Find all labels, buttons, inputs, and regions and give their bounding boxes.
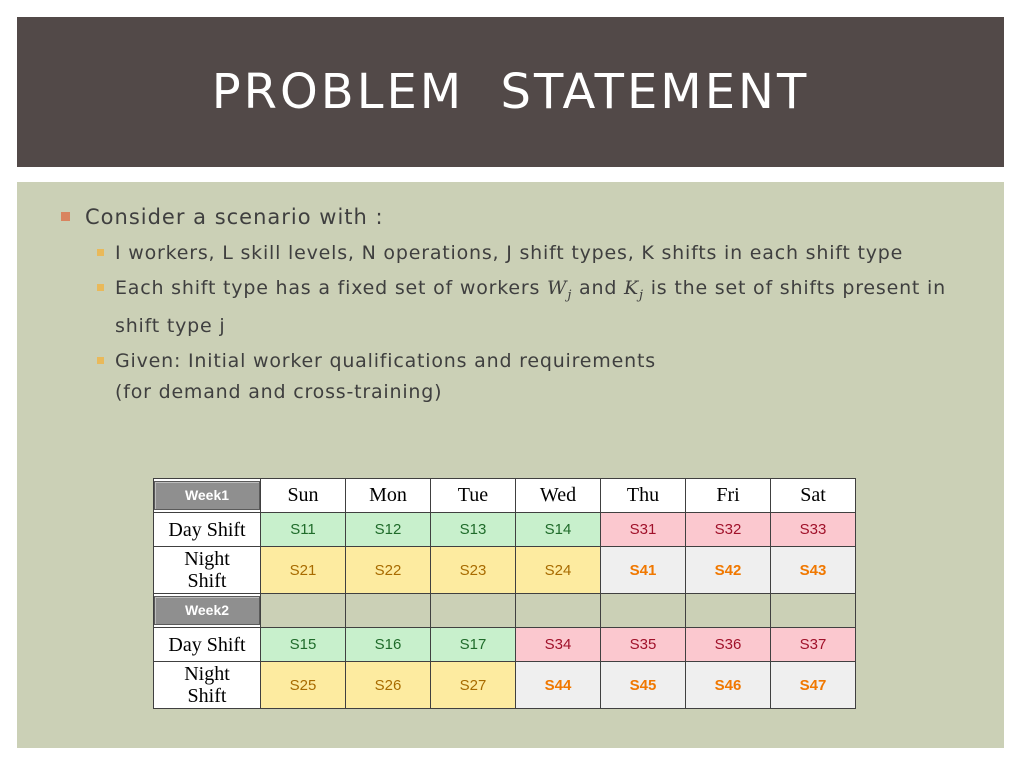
week1-label: Week1 xyxy=(154,481,260,510)
sub-bullet-3-line1: Given: Initial worker qualifications and requirements xyxy=(115,349,656,372)
sub-bullet-2 xyxy=(115,273,961,342)
week2-label-cell xyxy=(154,594,261,628)
shift-cell: S32 xyxy=(686,513,771,547)
night-shift-label: Night Shift xyxy=(154,547,261,594)
sub-bullet-3 xyxy=(115,346,961,408)
shift-cell: S45 xyxy=(601,662,686,709)
day-header: Tue xyxy=(431,479,516,513)
empty-cell xyxy=(261,594,346,628)
week2-label: Week2 xyxy=(154,596,260,625)
shift-cell: S16 xyxy=(346,628,431,662)
shift-cell: S35 xyxy=(601,628,686,662)
empty-cell xyxy=(686,594,771,628)
empty-cell xyxy=(771,594,856,628)
shift-cell: S14 xyxy=(516,513,601,547)
shift-cell: S17 xyxy=(431,628,516,662)
week2-night-row xyxy=(154,662,856,709)
empty-cell xyxy=(516,594,601,628)
shift-cell: S42 xyxy=(686,547,771,594)
night-shift-label: Night Shift xyxy=(154,662,261,709)
sub-bullet-1-text: I workers, L skill levels, N operations, J shift types, K shifts in each shift type xyxy=(115,242,904,264)
empty-cell xyxy=(601,594,686,628)
shift-cell: S12 xyxy=(346,513,431,547)
shift-cell: S23 xyxy=(431,547,516,594)
empty-cell xyxy=(346,594,431,628)
shift-cell: S41 xyxy=(601,547,686,594)
sub-bullet-marker xyxy=(97,249,104,256)
week2-header-row xyxy=(154,594,856,628)
shift-cell: S37 xyxy=(771,628,856,662)
shift-cell: S11 xyxy=(261,513,346,547)
shift-cell: S26 xyxy=(346,662,431,709)
shift-cell: S25 xyxy=(261,662,346,709)
week1-header-row xyxy=(154,479,856,513)
shift-cell: S34 xyxy=(516,628,601,662)
week1-label-cell xyxy=(154,479,261,513)
shift-cell: S36 xyxy=(686,628,771,662)
shift-cell: S31 xyxy=(601,513,686,547)
shift-cell: S24 xyxy=(516,547,601,594)
day-header: Thu xyxy=(601,479,686,513)
var-k: $K_j$ xyxy=(624,277,644,303)
sub-bullet-1 xyxy=(115,238,961,269)
title-bar xyxy=(17,17,1004,167)
bullet-main xyxy=(61,200,961,234)
sub-bullet-2-mid: and xyxy=(572,277,625,299)
shift-cell: S33 xyxy=(771,513,856,547)
sub-bullet-marker xyxy=(97,357,104,364)
day-header: Sat xyxy=(771,479,856,513)
day-header: Mon xyxy=(346,479,431,513)
shift-cell: S44 xyxy=(516,662,601,709)
shift-schedule-table xyxy=(153,478,856,709)
shift-cell: S22 xyxy=(346,547,431,594)
sub-bullet-marker xyxy=(97,284,104,291)
shift-cell: S46 xyxy=(686,662,771,709)
sub-bullet-2-pre: Each shift type has a fixed set of workers xyxy=(115,277,548,299)
slide-title: PROBLEM STATEMENT xyxy=(211,64,810,120)
bullet-list xyxy=(61,200,961,408)
day-header: Wed xyxy=(516,479,601,513)
shift-cell: S21 xyxy=(261,547,346,594)
sub-bullet-3-line2: (for demand and cross-training) xyxy=(115,380,443,403)
day-header: Sun xyxy=(261,479,346,513)
shift-cell: S27 xyxy=(431,662,516,709)
shift-cell: S43 xyxy=(771,547,856,594)
empty-cell xyxy=(431,594,516,628)
shift-cell: S15 xyxy=(261,628,346,662)
week2-day-row xyxy=(154,628,856,662)
day-header: Fri xyxy=(686,479,771,513)
shift-cell: S47 xyxy=(771,662,856,709)
day-shift-label: Day Shift xyxy=(154,513,261,547)
var-w: $W_j$ xyxy=(547,277,573,303)
day-shift-label: Day Shift xyxy=(154,628,261,662)
week1-night-row xyxy=(154,547,856,594)
sub-bullet-2-post: is the set of shifts present in shift type j xyxy=(115,277,946,337)
bullet-main-text: Consider a scenario with : xyxy=(85,205,384,229)
shift-cell: S13 xyxy=(431,513,516,547)
week1-day-row xyxy=(154,513,856,547)
